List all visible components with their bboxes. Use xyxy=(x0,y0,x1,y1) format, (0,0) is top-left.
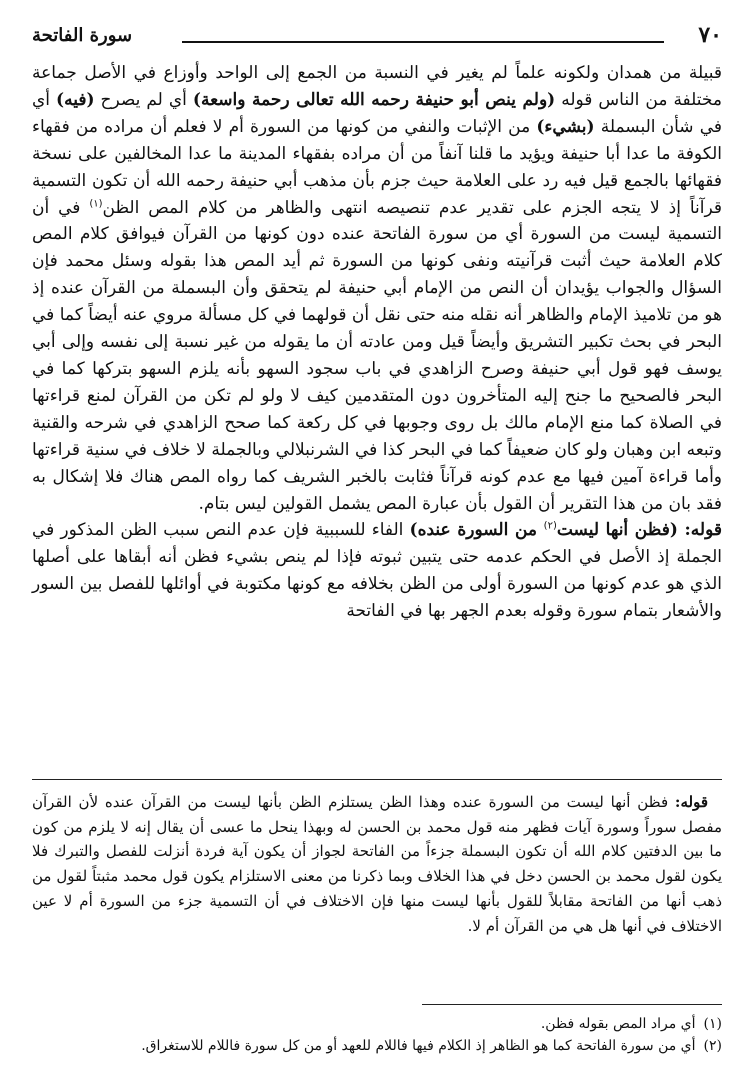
commentary-paragraph xyxy=(32,790,722,938)
text-span: في أن التسمية ليست من السورة أي من سورة الفاتحة عنده دون كونها من القرآن فيوافق كلام المص كلام العلامة حيث أثبت قرآنيته ونفى كونها من السورة ثم أيد المص هذا بقوله وسئل محمد فإن السؤال والجواب يؤيدان أن النص من الإمام أبي حنيفة لم يتحقق وأن البسملة من القرآن عنده إذ هو من تلاميذ الإمام والظاهر أنه نقله منه حتى نقل أن قولهما في كل مسألة مروي عنه أيضاً كما في البحر في بحث تكبير التشريق وأيضاً قيل ومن عادته أن ما يقوله من غير نسبة إلى نفسه وإلى أبي يوسف فهو قول أبي حنيفة وصرح الزاهدي في باب سجود السهو بأنه يلزم السهو بتركها كما في البحر فالصحيح ما جنح إليه المتأخرون دون المتقدمين كيف لا ولو لم تكن من القرآن لمنع قراءتها في الصلاة كما منع الإمام مالك بل روى وجوبها في كل ركعة كما صحح الزاهدي في شرحه والقنية وتبعه ابن وهبان ولو كان ضعيفاً كما في البحر كذا في الشرنبلالي وبالجملة لا خلاف في سنية قراءتها وأما قراءة آمين فيها مع عدم كونه قرآناً فثابت بالخبر الشريف كما رواه المص هناك فلا إشكال به فقد بان من هذا التقرير أن القول بأن عبارة المص يشمل القولين ليس بتام. xyxy=(32,197,722,514)
main-text xyxy=(32,60,722,625)
header-rule xyxy=(182,41,664,43)
text-span: أي لم يصرح xyxy=(94,89,193,110)
text-span: أي في شأن البسملة xyxy=(32,89,723,137)
commentary-block xyxy=(32,790,722,938)
text-span: من الإثبات والنفي من كونها من السورة أم لا فعلم أن مراده من فقهاء الكوفة ما عدا أبا حنيفة ويؤيد ما قلنا آنفاً من أن مراده بفقهاء المدينة ما عدا المخالفين على نسخة فقهائها بالجمع قيل فيه رد على العلامة حيث جزم بأن مذهب أبي حنيفة رحمه الله أن تكون التسمية قرآناً إذ لا يتجه الجزم على تقدير عدم تنصيصه انتهى والظاهر من كلام المص الظن xyxy=(32,116,722,218)
commentary-text: فظن أنها ليست من السورة عنده وهذا الظن يستلزم الظن بأنها ليست من القرآن عنده لأن القرآن مفصل سوراً وسورة آيات فظهر منه قول محمد بن الحسن له وبهذا ينحل ما عسى أن يقال إنه لا يلزم من كون ما بين الدفتين كلام الله أن تكون البسملة جزءاً من الفاتحة لجواز أن يكون آية فردة أنزلت للفصل والتبرك فلا يكون لقول محمد بن الحسن دخل في هذا الخلاف وبما ذكرنا من معنى الاستلزام يكون قول محمد مثبتاً لقول من ذهب أنها من الفاتحة مقابلاً للقول بأنها ليست منها فإن الاختلاف في أن التسمية جزء من السورة أم لا عين الاختلاف في أنها هل هي من القرآن أم لا. xyxy=(32,793,722,935)
footnote-number: (١) xyxy=(703,1016,722,1032)
page-number: ٧٠ xyxy=(698,22,722,48)
commentary-divider xyxy=(32,779,722,780)
text-span: قبيلة من همدان ولكونه علماً لم يغير في النسبة من الجمع إلى الواحد وأوزاع في الأصل جماعة مختلفة من الناس قوله xyxy=(32,63,722,110)
commentary-lead: قوله: xyxy=(674,793,708,811)
quoted-phrase: (فظن أنها ليست xyxy=(556,520,685,541)
footnote-divider xyxy=(422,1004,722,1005)
footnote-ref-2: (٢) xyxy=(543,520,557,532)
footnotes xyxy=(32,1013,722,1057)
surah-title: سورة الفاتحة xyxy=(32,25,133,46)
footnote-2 xyxy=(32,1035,722,1057)
footnote-ref-1: (١) xyxy=(89,197,103,209)
footnote-1 xyxy=(32,1013,722,1035)
paragraph-lead: قوله: xyxy=(684,520,722,541)
text-span: الفاء للسببية فإن عدم النص سبب الظن المذكور في الجملة إذ الأصل في الحكم عدمه حتى يتبين ثبوته فإذا لم ينص بشيء فظن أنه أبقاها على أصلها الذي هو عدم كونها من السورة أولى من الظن بخلافه مع كونها مكتوبة في أوائلها للفصل بين السور والأشعار بتمام سورة وقوله بعدم الجهر بها في الفاتحة xyxy=(32,520,722,622)
quoted-phrase: (فيه) xyxy=(56,89,95,110)
footnote-text: أي مراد المص بقوله فظن. xyxy=(540,1016,696,1032)
footnote-text: أي من سورة الفاتحة كما هو الظاهر إذ الكلام فيها فاللام للعهد أو من كل سورة فاللام للاستغراق. xyxy=(141,1038,696,1054)
running-header xyxy=(32,20,722,56)
quoted-phrase: (ولم ينص أبو حنيفة رحمه الله تعالى رحمة واسعة) xyxy=(192,89,556,110)
paragraph-1 xyxy=(32,60,722,517)
paragraph-2 xyxy=(32,517,722,625)
footnote-number: (٢) xyxy=(703,1038,722,1054)
quoted-phrase: (بشيء) xyxy=(536,116,595,137)
quoted-phrase: من السورة عنده) xyxy=(409,520,544,541)
